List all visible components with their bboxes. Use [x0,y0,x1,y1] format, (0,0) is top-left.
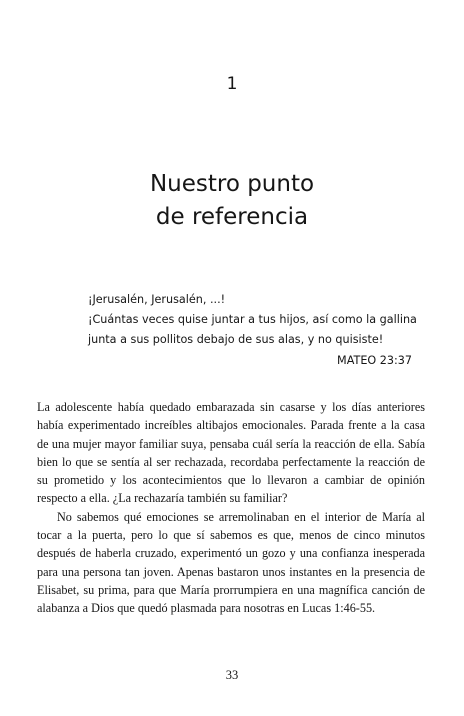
epigraph-line-1: ¡Jerusalén, Jerusalén, ...! [88,293,226,306]
epigraph [88,290,416,371]
chapter-title-line-2: de referencia [155,204,309,230]
epigraph-line-3: junta a sus pollitos debajo de sus alas, y no quisiste! [88,333,384,346]
paragraph-2: No sabemos qué emociones se arremolinaban en el interior de María al tocar a la puerta, pero lo que sí sabemos es que, menos de cinco minutos después de haberla cruzado, experimentó un gozo y una confianza inesperada para una persona tan joven. Apenas bastaron unos instantes en la presencia de Elisabet, su prima, para que María prorrumpiera en una magnífica canción de alabanza a Dios que quedó plasmada para nosotras en Lucas 1:46-55. [37,509,425,616]
epigraph-citation: MATEO 23:37 [337,354,412,367]
chapter-title-line-1: Nuestro punto [149,171,315,197]
epigraph-line-2: ¡Cuántas veces quise juntar a tus hijos, así como la gallina [88,313,417,326]
paragraph-1: La adolescente había quedado embarazada sin casarse y los días anteriores había experimentado increíbles altibajos emocionales. Parada frente a la casa de una mujer mayor familiar suya, pensaba cuál sería la reacción de ella. Sabía bien lo que se sentía al ser rechazada, recordaba perfectamente la reacción de su prometido y los acontecimientos que lo llevaron a cambiar de opinión respecto a ella. ¿La rechazaría también su familiar? [37,400,425,506]
chapter-number: 1 [226,74,238,94]
body-text [37,398,425,618]
chapter-title [0,168,464,234]
page-number: 33 [225,668,239,682]
